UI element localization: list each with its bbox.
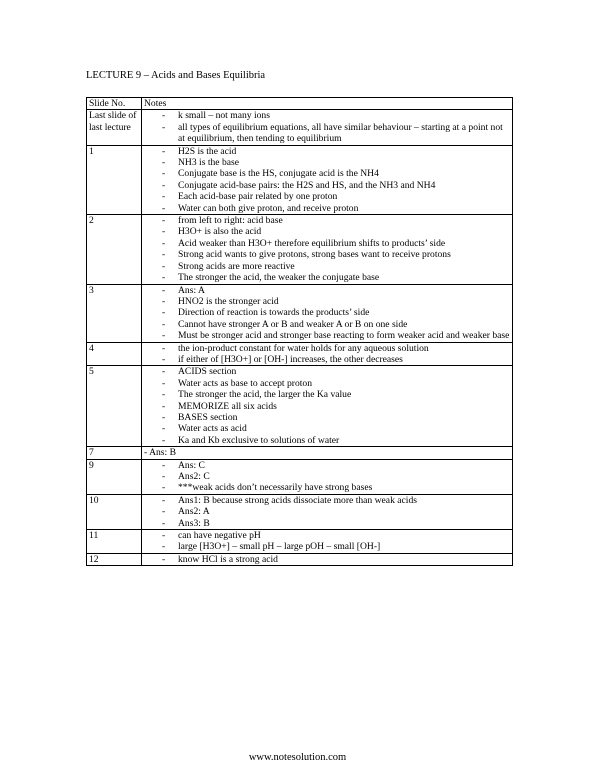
notes-cell <box>142 494 513 529</box>
list-item <box>144 435 512 446</box>
note-text: Ka and Kb exclusive to solutions of water <box>178 434 340 446</box>
list-item <box>144 110 512 121</box>
note-text: Cannot have stronger A or B and weaker A or B on one side <box>178 318 408 330</box>
note-text: The stronger the acid, the larger the Ka value <box>178 389 352 401</box>
note-text: Strong acid wants to give protons, strong bases want to receive protons <box>178 249 451 261</box>
list-item <box>144 203 512 214</box>
dash-bullet-icon: - <box>162 482 166 494</box>
slide-number-cell: 1 <box>87 145 142 214</box>
list-item <box>144 412 512 423</box>
note-text: Must be stronger acid and stronger base reacting to form weaker acid and weaker base <box>178 330 510 342</box>
table-row <box>87 494 513 529</box>
list-item <box>144 122 512 145</box>
slide-number-cell: 2 <box>87 215 142 284</box>
dash-bullet-icon: - <box>162 553 166 565</box>
note-text: - Ans: B <box>144 447 176 459</box>
note-text: k small – not many ions <box>178 110 270 122</box>
dash-bullet-icon: - <box>162 226 166 238</box>
note-text: if either of [H3O+] or [OH-] increases, the other decreases <box>178 353 403 365</box>
table-row <box>87 447 513 459</box>
notes-list <box>144 285 512 342</box>
dash-bullet-icon: - <box>162 377 166 389</box>
notes-cell <box>142 459 513 494</box>
note-text: Ans3: B <box>178 517 210 529</box>
slide-number-cell: 7 <box>87 447 142 459</box>
list-item <box>144 530 512 541</box>
notes-cell <box>142 342 513 366</box>
dash-bullet-icon: - <box>162 389 166 401</box>
note-text: BASES section <box>178 411 238 423</box>
table-row <box>87 215 513 284</box>
note-text: know HCl is a strong acid <box>178 553 278 565</box>
dash-bullet-icon: - <box>162 157 166 169</box>
note-text: Acid weaker than H3O+ therefore equilibrium shifts to products’ side <box>178 237 446 249</box>
note-text: Ans: A <box>178 284 205 296</box>
table-row <box>87 530 513 554</box>
dash-bullet-icon: - <box>162 318 166 330</box>
notes-list <box>144 110 512 144</box>
note-text: Conjugate base is the HS, conjugate acid is the NH4 <box>178 168 379 180</box>
list-item <box>144 482 512 493</box>
list-item <box>144 389 512 400</box>
note-text: can have negative pH <box>178 530 261 542</box>
note-text: Water can both give proton, and receive proton <box>178 202 359 214</box>
dash-bullet-icon: - <box>162 366 166 378</box>
footer-url: www.notesolution.com <box>248 752 347 763</box>
list-item <box>144 238 512 249</box>
note-text: Ans2: A <box>178 506 210 518</box>
dash-bullet-icon: - <box>162 249 166 261</box>
notes-list <box>144 146 512 214</box>
list-item <box>144 261 512 272</box>
dash-bullet-icon: - <box>162 202 166 214</box>
list-item <box>144 296 512 307</box>
note-text: MEMORIZE all six acids <box>178 400 277 412</box>
list-item <box>144 354 512 365</box>
header-notes: Notes <box>142 98 513 110</box>
list-item <box>144 378 512 389</box>
list-item <box>144 518 512 529</box>
note-text: ACIDS section <box>178 366 237 378</box>
note-text: from left to right: acid base <box>178 215 283 227</box>
list-item <box>144 506 512 517</box>
table-row <box>87 145 513 214</box>
notes-list <box>144 530 512 553</box>
notes-table <box>86 97 513 566</box>
table-row <box>87 284 513 342</box>
dash-bullet-icon: - <box>162 260 166 272</box>
dash-bullet-icon: - <box>162 237 166 249</box>
note-text: NH3 is the base <box>178 157 240 169</box>
list-item <box>144 366 512 377</box>
dash-bullet-icon: - <box>162 530 166 542</box>
list-item <box>144 401 512 412</box>
notes-list <box>144 460 512 494</box>
dash-bullet-icon: - <box>162 272 166 284</box>
table-row <box>87 342 513 366</box>
slide-number-cell: 5 <box>87 366 142 447</box>
dash-bullet-icon: - <box>162 411 166 423</box>
list-item <box>144 249 512 260</box>
list-item <box>144 319 512 330</box>
notes-list <box>144 554 512 565</box>
list-item <box>144 343 512 354</box>
note-text: H3O+ is also the acid <box>178 226 262 238</box>
notes-cell <box>142 284 513 342</box>
slide-number-cell: 4 <box>87 342 142 366</box>
note-text: Water acts as acid <box>178 423 247 435</box>
dash-bullet-icon: - <box>162 284 166 296</box>
notes-cell <box>142 215 513 284</box>
notes-list <box>144 495 512 529</box>
list-item <box>144 307 512 318</box>
list-item <box>144 215 512 226</box>
note-text: Ans2: C <box>178 471 210 482</box>
list-item <box>144 460 512 471</box>
list-item <box>144 272 512 283</box>
list-item <box>144 330 512 341</box>
note-text: HNO2 is the stronger acid <box>178 295 279 307</box>
dash-bullet-icon: - <box>162 434 166 446</box>
dash-bullet-icon: - <box>162 295 166 307</box>
dash-bullet-icon: - <box>162 541 166 553</box>
dash-bullet-icon: - <box>162 145 166 157</box>
list-item <box>144 423 512 434</box>
note-text: all types of equilibrium equations, all have similar behaviour – starting at a point not at equilibrium, then tending to equilibrium <box>178 121 503 145</box>
dash-bullet-icon: - <box>162 191 166 203</box>
list-item <box>144 541 512 552</box>
dash-bullet-icon: - <box>162 342 166 354</box>
dash-bullet-icon: - <box>162 471 166 482</box>
slide-number-cell: 9 <box>87 459 142 494</box>
list-item <box>144 495 512 506</box>
slide-number-cell: Last slide of last lecture <box>87 110 142 145</box>
slide-number-cell: 11 <box>87 530 142 554</box>
table-row <box>87 459 513 494</box>
list-item <box>144 157 512 168</box>
list-item <box>144 285 512 296</box>
dash-bullet-icon: - <box>162 459 166 471</box>
dash-bullet-icon: - <box>162 506 166 518</box>
slide-number-cell: 12 <box>87 553 142 565</box>
note-text: H2S is the acid <box>178 145 237 157</box>
notes-cell <box>142 530 513 554</box>
notes-cell <box>142 553 513 565</box>
header-slide-no: Slide No. <box>87 98 142 110</box>
dash-bullet-icon: - <box>162 330 166 342</box>
dash-bullet-icon: - <box>162 215 166 227</box>
dash-bullet-icon: - <box>162 353 166 365</box>
list-item <box>144 226 512 237</box>
dash-bullet-icon: - <box>162 110 166 122</box>
dash-bullet-icon: - <box>162 168 166 180</box>
notes-list <box>144 343 512 366</box>
list-item <box>144 191 512 202</box>
dash-bullet-icon: - <box>162 494 166 506</box>
table-row <box>87 553 513 565</box>
dash-bullet-icon: - <box>162 423 166 435</box>
list-item <box>144 168 512 179</box>
note-text: Direction of reaction is towards the products’ side <box>178 307 370 319</box>
dash-bullet-icon: - <box>162 307 166 319</box>
note-text: Strong acids are more reactive <box>178 260 295 272</box>
note-text: Ans: C <box>178 459 205 471</box>
note-text: ***weak acids don’t necessarily have strong bases <box>178 482 373 494</box>
list-item <box>144 471 512 482</box>
notes-list <box>144 366 512 446</box>
note-text: Water acts as base to accept proton <box>178 377 313 389</box>
notes-list <box>144 215 512 283</box>
header-row <box>87 98 513 110</box>
note-text: The stronger the acid, the weaker the conjugate base <box>178 272 380 284</box>
notes-cell <box>142 145 513 214</box>
notes-cell <box>142 447 513 459</box>
table-row <box>87 366 513 447</box>
list-item <box>144 554 512 565</box>
note-text: Ans1: B because strong acids dissociate more than weak acids <box>178 494 417 506</box>
note-text: Each acid-base pair related by one proton <box>178 191 338 203</box>
dash-bullet-icon: - <box>162 517 166 529</box>
slide-number-cell: 10 <box>87 494 142 529</box>
note-text: large [H3O+] – small pH – large pOH – small [OH-] <box>178 541 381 553</box>
slide-number-cell: 3 <box>87 284 142 342</box>
dash-bullet-icon: - <box>162 179 166 191</box>
list-item <box>144 146 512 157</box>
note-text: Conjugate acid-base pairs: the H2S and HS, and the NH3 and NH4 <box>178 179 436 191</box>
table-row <box>87 110 513 145</box>
list-item <box>144 180 512 191</box>
notes-cell <box>142 366 513 447</box>
dash-bullet-icon: - <box>162 400 166 412</box>
page-title: LECTURE 9 – Acids and Bases Equilibria <box>86 70 266 81</box>
dash-bullet-icon: - <box>162 121 166 133</box>
note-text: the ion-product constant for water holds for any aqueous solution <box>178 342 429 354</box>
notes-cell <box>142 110 513 145</box>
